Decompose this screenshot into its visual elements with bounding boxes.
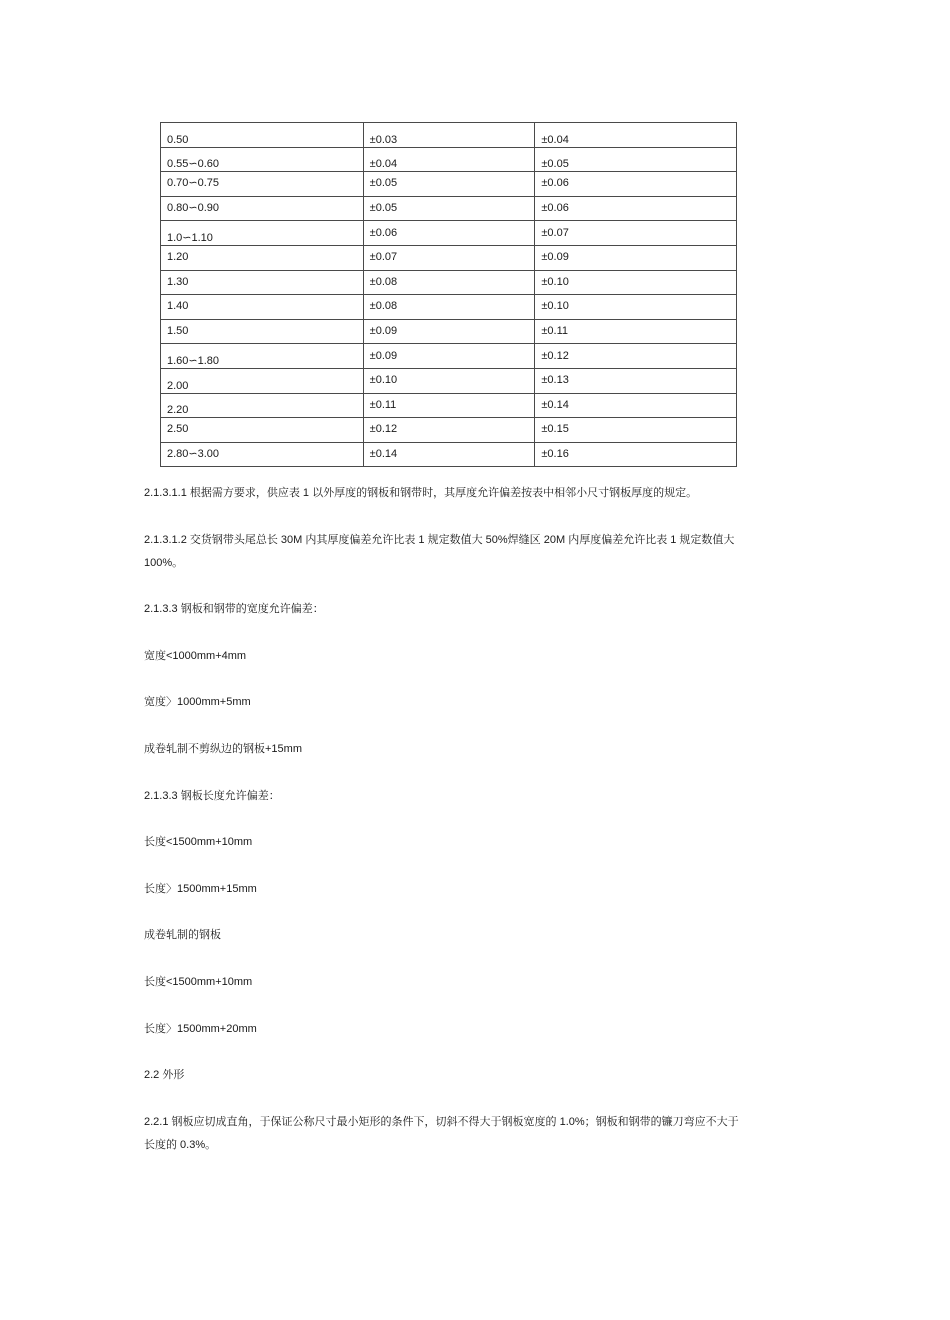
table-cell: 1.60∽1.80 [161,344,364,369]
paragraph: 长度〉1500mm+20mm [144,1022,257,1035]
table-cell: ±0.14 [363,442,535,467]
table-row [161,418,737,443]
table-row [161,368,737,393]
table-cell: ±0.04 [535,123,737,148]
table-cell: ±0.04 [363,147,535,172]
table-cell: ±0.06 [535,196,737,221]
table-cell: 1.30 [161,270,364,295]
table-row [161,344,737,369]
table-cell: ±0.13 [535,368,737,393]
table-cell: ±0.05 [363,196,535,221]
table-cell: 1.50 [161,319,364,344]
table-row [161,172,737,197]
table-row [161,393,737,418]
table-cell: ±0.03 [363,123,535,148]
paragraph: 2.1.3.1.1 根据需方要求，供应表 1 以外厚度的钢板和钢带时，其厚度允许偏差按表中相邻小尺寸钢板厚度的规定。 [144,487,698,499]
table-row [161,270,737,295]
table-cell: ±0.16 [535,442,737,467]
table-cell: ±0.08 [363,295,535,320]
table-cell: ±0.05 [363,172,535,197]
table-cell: ±0.15 [535,418,737,443]
section-heading: 2.2 外形 [144,1069,185,1082]
paragraph: 长度〉1500mm+15mm [144,882,257,895]
table-cell: 0.55∽0.60 [161,147,364,172]
table-cell: 1.40 [161,295,364,320]
paragraph: 长度<1500mm+10mm [144,975,253,988]
table-row [161,319,737,344]
table-cell: ±0.06 [535,172,737,197]
table-cell: 0.80∽0.90 [161,196,364,221]
table-cell: ±0.09 [363,319,535,344]
table-cell: 2.50 [161,418,364,443]
thickness-tolerance-table [160,122,737,467]
table-row [161,196,737,221]
table-row [161,221,737,246]
table-cell: 2.80∽3.00 [161,442,364,467]
table-cell: ±0.10 [535,270,737,295]
paragraph: 2.2.1 钢板应切成直角，于保证公称尺寸最小矩形的条件下，切斜不得大于钢板宽度的 1.0%；钢板和钢带的镰刀弯应不大于长度的 0.3%。 [144,1115,739,1151]
table-cell: 0.50 [161,123,364,148]
table-cell: 0.70∽0.75 [161,172,364,197]
table-cell: ±0.05 [535,147,737,172]
table-row [161,147,737,172]
table-cell: 2.00 [161,368,364,393]
table-cell: ±0.12 [363,418,535,443]
paragraph: 2.1.3.3 钢板长度允许偏差： [144,789,280,802]
paragraph: 宽度<1000mm+4mm [144,649,247,662]
paragraph: 成卷轧制的钢板 [144,929,221,942]
table-row [161,295,737,320]
table-cell: 1.20 [161,245,364,270]
table-cell: ±0.06 [363,221,535,246]
table-cell: ±0.07 [363,245,535,270]
table-cell: ±0.07 [535,221,737,246]
paragraph: 长度<1500mm+10mm [144,836,253,849]
table-cell: 1.0∽1.10 [161,221,364,246]
table-cell: ±0.09 [535,245,737,270]
paragraph: 宽度〉1000mm+5mm [144,696,251,709]
table-cell: ±0.11 [363,393,535,418]
table-cell: ±0.09 [363,344,535,369]
table-row [161,245,737,270]
table-cell: ±0.08 [363,270,535,295]
table-row [161,123,737,148]
paragraph: 2.1.3.3 钢板和钢带的宽度允许偏差： [144,603,324,616]
paragraph: 2.1.3.1.2 交货钢带头尾总长 30M 内其厚度偏差允许比表 1 规定数值大 50%焊缝区 20M 内厚度偏差允许比表 1 规定数值大 100%。 [144,533,735,569]
table-row [161,442,737,467]
table-cell: ±0.10 [535,295,737,320]
table-cell: ±0.10 [363,368,535,393]
table-cell: ±0.14 [535,393,737,418]
body-text [144,482,744,1157]
table-cell: ±0.12 [535,344,737,369]
table-cell: 2.20 [161,393,364,418]
table-cell: ±0.11 [535,319,737,344]
paragraph: 成卷轧制不剪纵边的钢板+15mm [144,742,302,755]
